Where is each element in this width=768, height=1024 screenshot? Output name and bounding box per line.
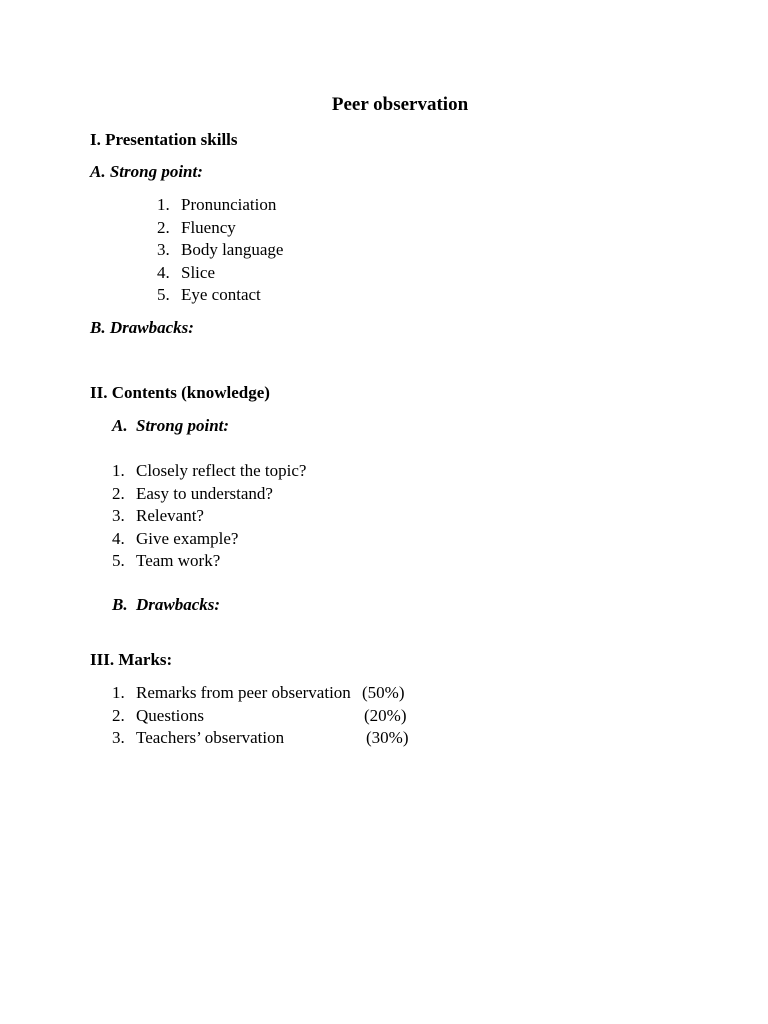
list-item-text: Team work? — [136, 551, 221, 571]
list-item-number: 1. — [112, 461, 125, 480]
list-item-number: 3. — [157, 240, 170, 260]
list-item-number: 3. — [112, 506, 125, 526]
list-item-text: Body language — [181, 240, 284, 260]
list-item-number: 4. — [112, 528, 125, 548]
list-item-text: Eye contact — [181, 285, 261, 305]
list-item-number: 1. — [112, 683, 125, 702]
list-item-number: 5. — [112, 551, 125, 571]
list-item-text: Teachers’ observation — [136, 728, 285, 748]
list-item-number: 4. — [157, 262, 170, 282]
subheading-strong-point-letter: A. — [112, 416, 128, 435]
list-item-text: Give example? — [136, 528, 239, 548]
mark-percentage: (20%) — [364, 705, 407, 725]
subheading-drawbacks-letter: B. — [112, 595, 128, 614]
list-item-number: 2. — [112, 483, 125, 503]
list-item-text: Relevant? — [136, 506, 204, 526]
page-title: Peer observation — [331, 94, 469, 115]
list-item-number: 5. — [157, 285, 170, 305]
list-item-number: 3. — [112, 728, 125, 748]
subheading-strong-point: A. Strong point: — [90, 162, 203, 181]
section-heading-contents: II. Contents (knowledge) — [90, 383, 270, 402]
list-item-text: Remarks from peer observation — [136, 683, 351, 702]
list-item-number: 2. — [157, 217, 170, 237]
list-item-number: 1. — [157, 195, 170, 214]
subheading-strong-point: Strong point: — [136, 416, 230, 435]
section-heading-marks: III. Marks: — [90, 650, 173, 669]
list-item-text: Slice — [181, 262, 215, 282]
list-item-number: 2. — [112, 705, 125, 725]
section-heading-presentation-skills: I. Presentation skills — [90, 130, 238, 149]
list-item-text: Fluency — [181, 217, 236, 237]
list-item-text: Pronunciation — [181, 195, 277, 214]
list-item-text: Closely reflect the topic? — [136, 461, 307, 480]
subheading-drawbacks: Drawbacks: — [136, 595, 221, 614]
mark-percentage: (30%) — [366, 728, 409, 748]
mark-percentage: (50%) — [362, 683, 405, 702]
subheading-drawbacks: B. Drawbacks: — [90, 318, 194, 337]
list-item-text: Easy to understand? — [136, 483, 273, 503]
list-item-text: Questions — [136, 705, 204, 725]
